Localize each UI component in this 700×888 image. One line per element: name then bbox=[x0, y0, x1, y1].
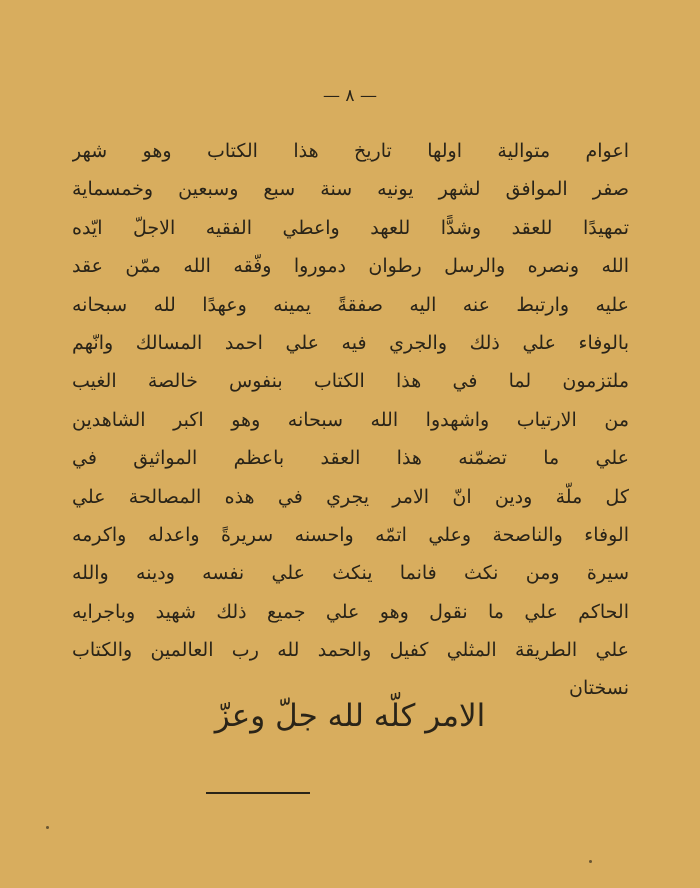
text-line: الوفاء والناصحة وعلي اتمّه واحسنه سريرةً واعدله واكرمه bbox=[72, 523, 629, 546]
text-line: من الارتياب واشهدوا الله سبحانه وهو اكبر الشاهدين bbox=[72, 408, 629, 431]
text-line: اعوام متوالية اولها تاريخ هذا الكتاب وهو شهر bbox=[72, 140, 629, 162]
text-line: سيرة ومن نكث فانما ينكث علي نفسه ودينه والله bbox=[72, 562, 629, 585]
text-line: صفر الموافق لشهر يونيه سنة سبع وسبعين وخمسماية bbox=[72, 178, 629, 201]
paper-speck bbox=[589, 860, 592, 863]
closing-phrase: الامر كلّه لله جلّ وعزّ bbox=[214, 698, 486, 734]
text-line: الحاكم علي ما نقول وهو علي جميع ذلك شهيد وباجرايه bbox=[72, 600, 629, 623]
text-line: نسختان bbox=[569, 677, 629, 700]
text-line: علي الطريقة المثلي كفيل والحمد لله رب العالمين والكتاب bbox=[72, 639, 629, 662]
text-line: بالوفاء علي ذلك والجري فيه علي احمد المسالك وانّهم bbox=[72, 331, 629, 354]
text-line: علي ما تضمّنه هذا العقد باعظم المواثيق في bbox=[72, 447, 629, 470]
divider-rule bbox=[206, 792, 310, 794]
text-line: الله ونصره والرسل رطوان دموروا وفّقه الله ممّن عقد bbox=[72, 255, 629, 278]
paper-speck bbox=[46, 826, 49, 829]
page-number: — ٨ — bbox=[323, 86, 377, 106]
body-text bbox=[72, 132, 629, 708]
text-line: تمهيدًا للعقد وشدًّا للعهد واعطي الفقيه الاجلّ ايّده bbox=[72, 216, 629, 239]
text-line: ملتزمون لما في هذا الكتاب بنفوس خالصة الغيب bbox=[72, 370, 629, 393]
text-line: عليه وارتبط عنه اليه صفقةً يمينه وعهدًا لله سبحانه bbox=[72, 293, 629, 316]
text-line: كل ملّة ودين انّ الامر يجري في هذه المصالحة علي bbox=[72, 485, 629, 508]
